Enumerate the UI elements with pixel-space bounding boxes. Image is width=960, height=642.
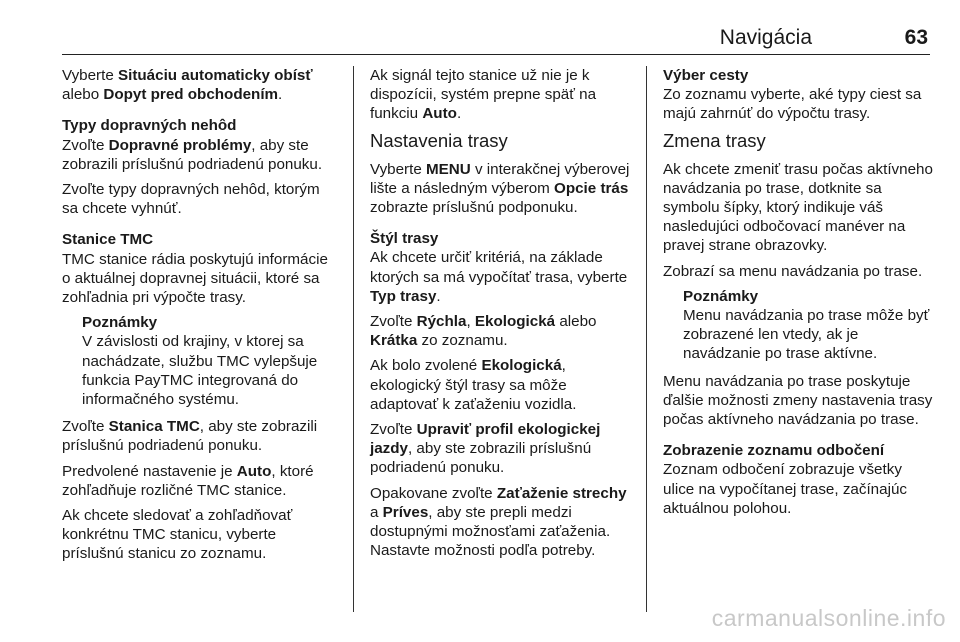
column-3 (663, 66, 937, 524)
paragraph: Ak chcete zmeniť trasu počas aktívneho navádzania po trase, dotknite sa symbolu šípky, ktorý indikuje váš nasledujúci odbočovací manéver na pravej strane obrazovky. (663, 160, 933, 255)
paragraph: Zobrazí sa menu navádzania po trase. (663, 262, 923, 280)
subheading-road-selection: Výber cesty (663, 67, 749, 84)
paragraph: Opakovane zvoľte Zaťaženie strechy a Príves, aby ste prepli medzi dostupnými možnosťami zaťaženia. Nastavte možnosti podľa potreby. (370, 484, 627, 560)
note-box (62, 313, 336, 409)
column-1 (62, 66, 336, 570)
paragraph: Predvolené nastavenie je Auto, ktoré zohľadňuje rozličné TMC stanice. (62, 462, 314, 499)
paragraph: Menu navádzania po trase poskytuje ďalšie možnosti zmeny nastavenia trasy počas aktívneho navádzania po trase. (663, 372, 933, 429)
section-heading-route-settings: Nastavenia trasy (370, 129, 508, 151)
paragraph: Ak chcete určiť kritériá, na základe ktorých sa má vypočítať trasa, vyberte Typ trasy. (370, 249, 628, 305)
watermark: carmanualsonline.info (711, 605, 946, 631)
paragraph: Zvoľte Stanica TMC, aby ste zobrazili príslušnú podriadenú ponuku. (62, 418, 318, 455)
note-box (663, 287, 937, 364)
paragraph: Zvoľte Dopravné problémy, aby ste zobrazili príslušnú podriadenú ponuku. (62, 136, 323, 173)
column-divider (353, 66, 354, 612)
column-divider (646, 66, 647, 612)
note-text: Menu navádzania po trase môže byť zobrazené len vtedy, ak je navádzanie po trase aktívne. (683, 307, 930, 363)
note-title: Poznámky (82, 314, 158, 332)
page-header (62, 0, 930, 55)
paragraph: TMC stanice rádia poskytujú informácie o aktuálnej dopravnej situácii, ktoré sa zohľadnia pri výpočte trasy. (62, 250, 328, 307)
page-title: Navigácia (719, 26, 812, 49)
note-text: V závislosti od krajiny, v ktorej sa nachádzate, službu TMC vylepšuje funkcia PayTMC integrovaná do informačného systému. (82, 333, 318, 409)
paragraph: Ak bolo zvolené Ekologická, ekologický štýl trasy sa môže adaptovať k zaťaženiu vozidla. (370, 357, 577, 413)
section-heading-route-change: Zmena trasy (663, 129, 766, 151)
paragraph: Zvoľte Upraviť profil ekologickej jazdy, aby ste zobrazili príslušnú podriadenú ponuku. (370, 421, 601, 477)
paragraph: Vyberte MENU v interakčnej výberovej lište a následným výberom Opcie trás zobrazte príslušnú podponuku. (370, 160, 630, 217)
subheading-route-style: Štýl trasy (370, 230, 439, 248)
paragraph: Zvoľte Rýchla, Ekologická alebo Krátka zo zoznamu. (370, 313, 597, 350)
subheading-tmc-stations: Stanice TMC (62, 231, 154, 249)
subheading-accident-types: Typy dopravných nehôd (62, 117, 237, 135)
paragraph: Zoznam odbočení zobrazuje všetky ulice na vypočítanej trase, začínajúc aktuálnou polohou. (663, 461, 907, 517)
paragraph: Vyberte Situáciu automaticky obísť alebo Dopyt pred obchodením. (62, 67, 313, 104)
note-title: Poznámky (683, 287, 759, 305)
paragraph: Zvoľte typy dopravných nehôd, ktorým sa chcete vyhnúť. (62, 181, 320, 218)
paragraph: Zo zoznamu vyberte, aké typy ciest sa majú zahrnúť do výpočtu trasy. (663, 86, 922, 123)
paragraph: Ak signál tejto stanice už nie je k dispozícii, systém prepne späť na funkciu Auto. (370, 67, 597, 123)
paragraph: Ak chcete sledovať a zohľadňovať konkrétnu TMC stanicu, vyberte príslušnú stanicu zo zoznamu. (62, 507, 293, 563)
column-2 (370, 66, 638, 566)
subheading-turn-list: Zobrazenie zoznamu odbočení (663, 442, 885, 460)
page-number: 63 (904, 26, 928, 49)
